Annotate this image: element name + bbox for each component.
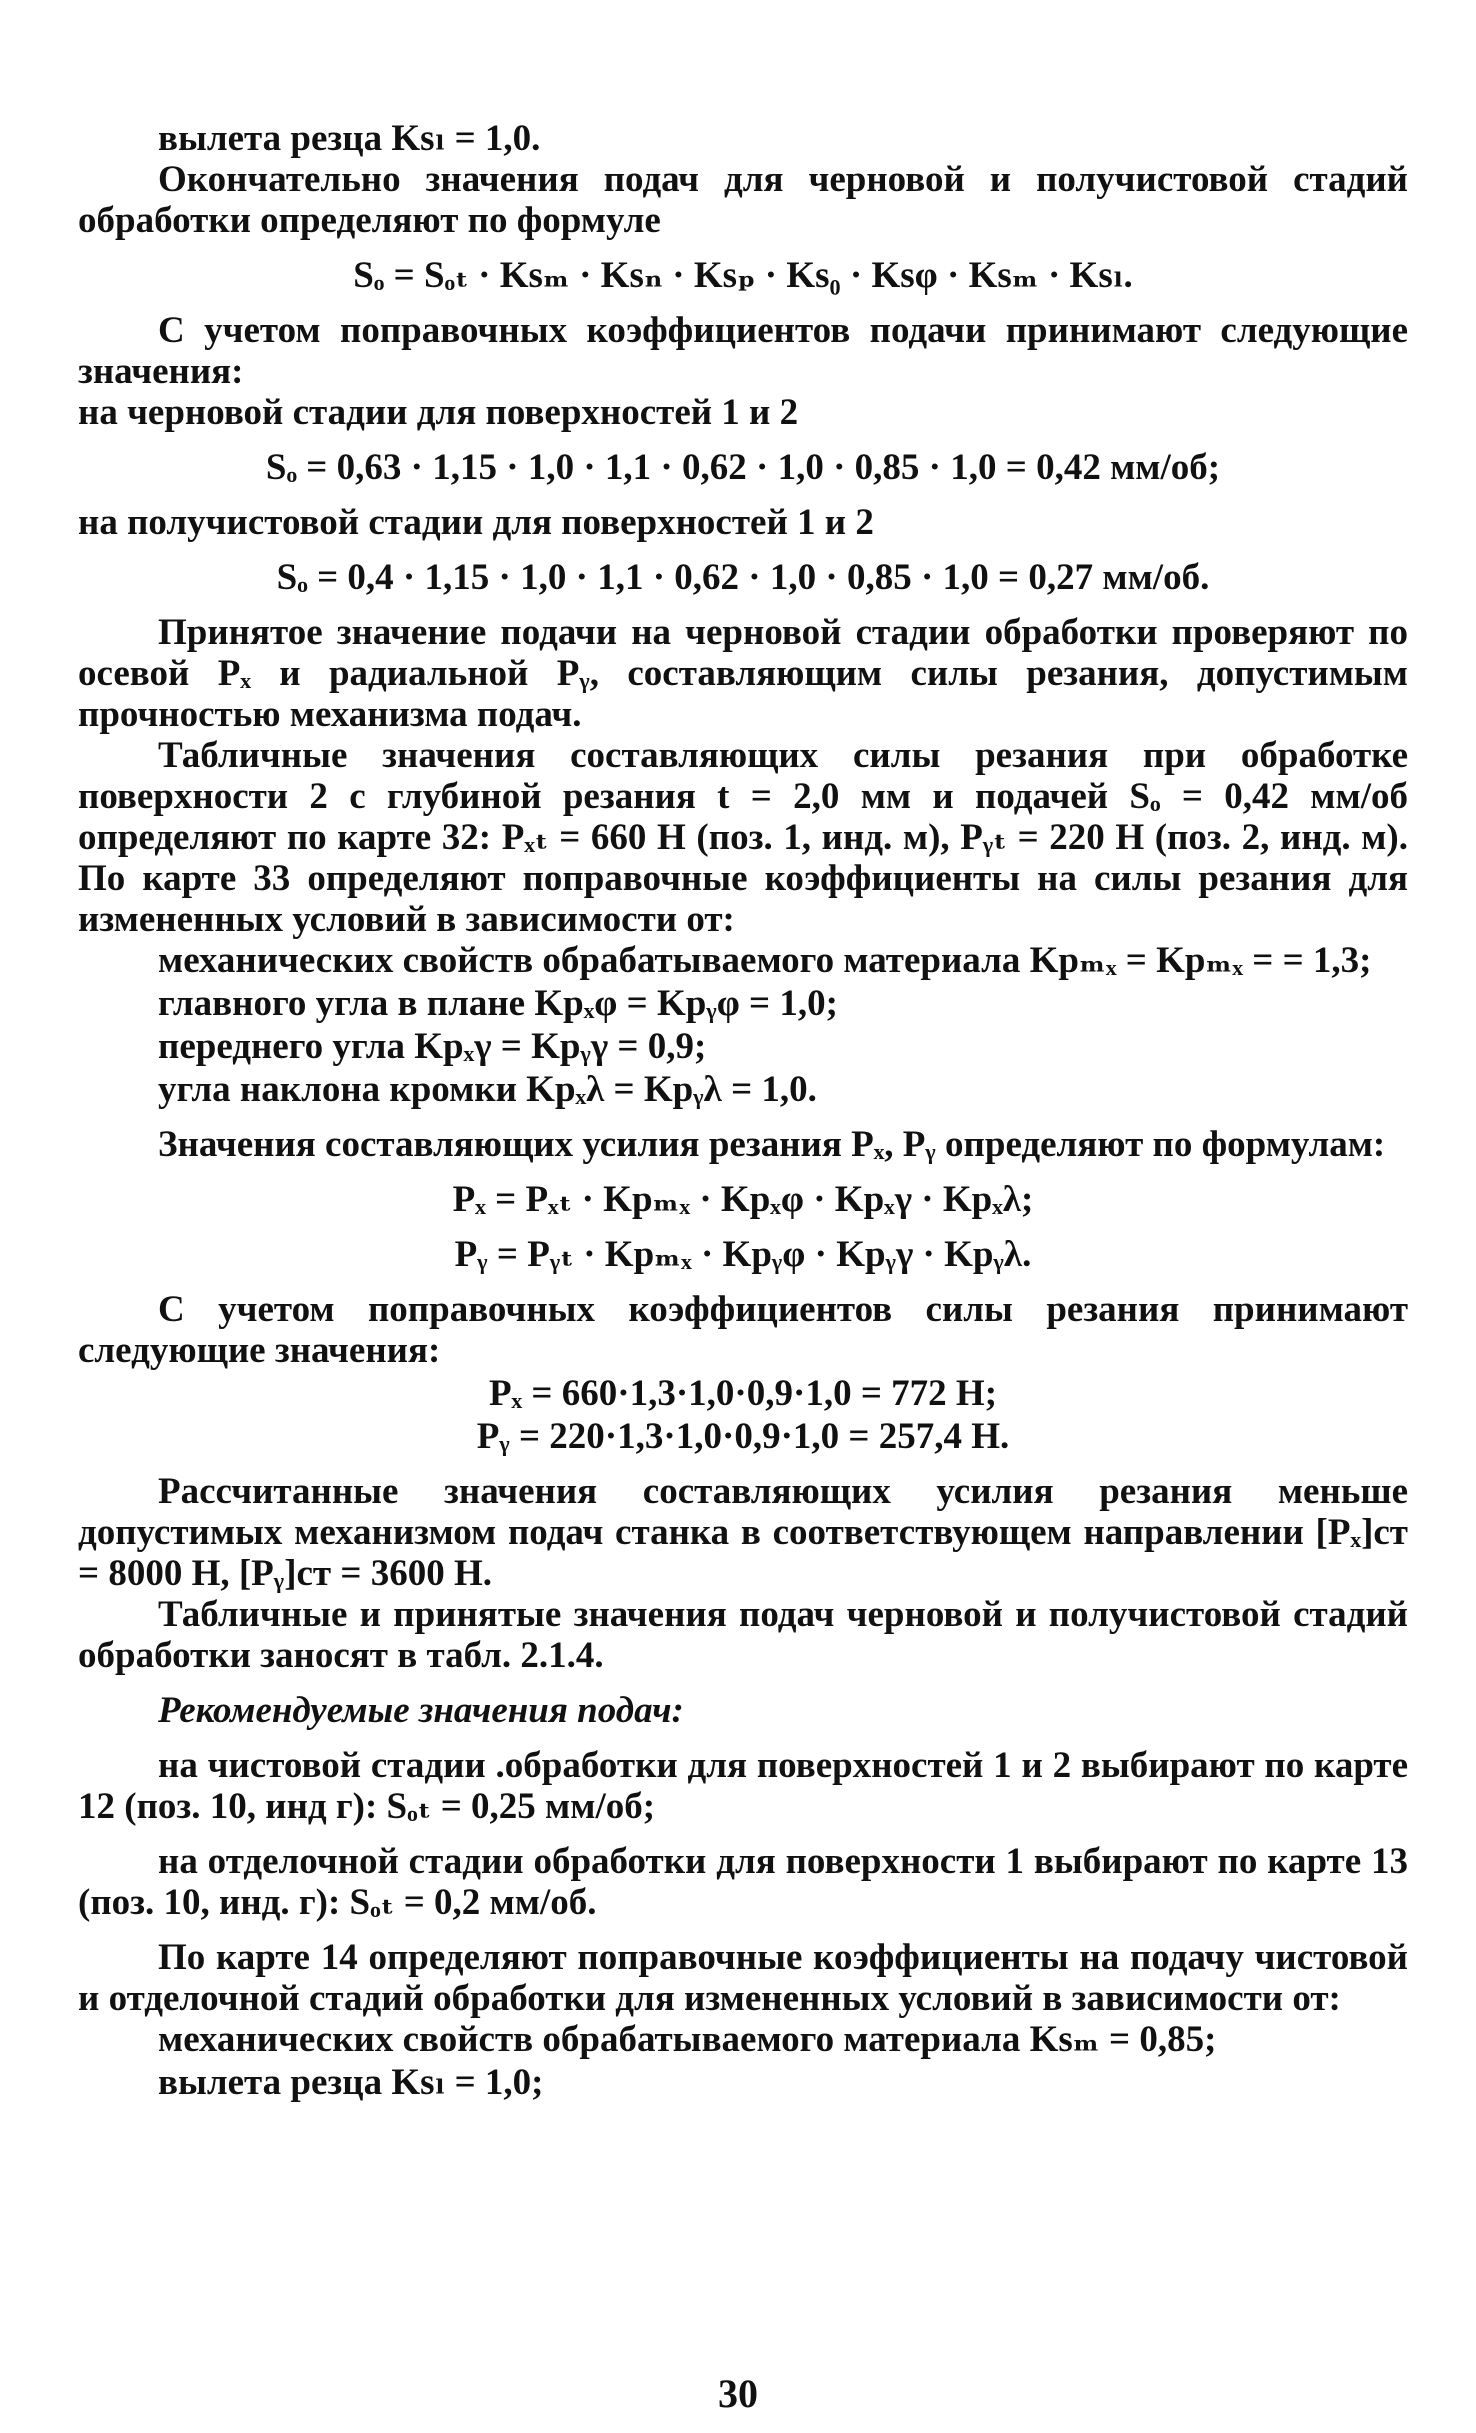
text-line: вылета резца Ksₗ = 1,0. (158, 118, 541, 159)
text-line: вылета резца Ksₗ = 1,0; (158, 2062, 544, 2103)
paragraph: Табличные и принятые значения подач черновой и получистовой стадий обработки заносят в табл. 2.1.4. (78, 1594, 1408, 1676)
formula: Sₒ = 0,63 · 1,15 · 1,0 · 1,1 · 0,62 · 1,0 · 0,85 · 1,0 = 0,42 мм/об; (265, 447, 1221, 488)
paragraph: на чистовой стадии .обработки для поверхностей 1 и 2 выбирают по карте 12 (поз. 10, инд г): Sₒₜ = 0,25 мм/об; (78, 1745, 1408, 1827)
paragraph: Окончательно значения подач для черновой и получистовой стадий обработки определяют по формуле (78, 159, 1408, 241)
page-body (78, 118, 1408, 2105)
paragraph: С учетом поправочных коэффициентов силы резания принимают следующие значения: (78, 1289, 1408, 1371)
formula: Sₒ = 0,4 · 1,15 · 1,0 · 1,1 · 0,62 · 1,0 · 0,85 · 1,0 = 0,27 мм/об. (276, 557, 1210, 598)
formula: Pₓ = 660·1,3·1,0·0,9·1,0 = 772 Н; (488, 1373, 998, 1414)
text-line: механических свойств обрабатываемого материала Ksₘ = 0,85; (158, 2019, 1217, 2060)
formula: Pᵧ = 220·1,3·1,0·0,9·1,0 = 257,4 Н. (476, 1416, 1010, 1457)
page-number: 30 (718, 2371, 758, 2416)
text-line: угла наклона кромки Kpₓλ = Kpᵧλ = 1,0. (158, 1069, 817, 1110)
paragraph: Табличные значения составляющих силы резания при обработке поверхности 2 с глубиной резания t = 2,0 мм и подачей Sₒ = 0,42 мм/об определяют по карте 32: Pₓₜ = 660 Н (поз. 1, инд. м), Pᵧₜ = 220 Н (поз. 2, инд. м). По карте 33 определяют поправочные коэффициенты на силы резания для измененных условий в зависимости от: (78, 735, 1408, 940)
formula: Sₒ = Sₒₜ · Ksₘ · Ksₙ · Ksₚ · Ks₀ · Ksφ · Ksₘ · Ksₗ. (353, 255, 1133, 296)
paragraph: Рассчитанные значения составляющих усилия резания меньше допустимых механизмом подач станка в соответствующем направлении [Pₓ]ст = 8000 Н, [Pᵧ]ст = 3600 Н. (78, 1471, 1408, 1594)
text-line: на черновой стадии для поверхностей 1 и 2 (78, 392, 799, 433)
formula: Pᵧ = Pᵧₜ · Kpₘₓ · Kpᵧφ · Kpᵧγ · Kpᵧλ. (454, 1234, 1032, 1275)
text-line: главного угла в плане Kpₓφ = Kpᵧφ = 1,0; (158, 983, 838, 1024)
paragraph: на отделочной стадии обработки для поверхности 1 выбирают по карте 13 (поз. 10, инд. г): Sₒₜ = 0,2 мм/об. (78, 1841, 1408, 1923)
paragraph: механических свойств обрабатываемого материала Kpₘₓ = Kpₘₓ = = 1,3; (158, 940, 1372, 981)
paragraph: Принятое значение подачи на черновой стадии обработки проверяют по осевой Pₓ и радиальной Pᵧ, составляющим силы резания, допустимым прочностью механизма подач. (78, 612, 1408, 735)
text-line: переднего угла Kpₓγ = Kpᵧγ = 0,9; (158, 1026, 707, 1067)
text-line: на получистовой стадии для поверхностей 1 и 2 (78, 502, 874, 543)
paragraph: С учетом поправочных коэффициентов подачи принимают следующие значения: (78, 310, 1408, 392)
paragraph: По карте 14 определяют поправочные коэффициенты на подачу чистовой и отделочной стадий обработки для измененных условий в зависимости от: (78, 1937, 1408, 2019)
paragraph: Значения составляющих усилия резания Pₓ, Pᵧ определяют по формулам: (158, 1124, 1386, 1165)
formula: Pₓ = Pₓₜ · Kpₘₓ · Kpₓφ · Kpₓγ · Kpₓλ; (452, 1179, 1034, 1220)
section-heading: Рекомендуемые значения подач: (158, 1690, 684, 1731)
